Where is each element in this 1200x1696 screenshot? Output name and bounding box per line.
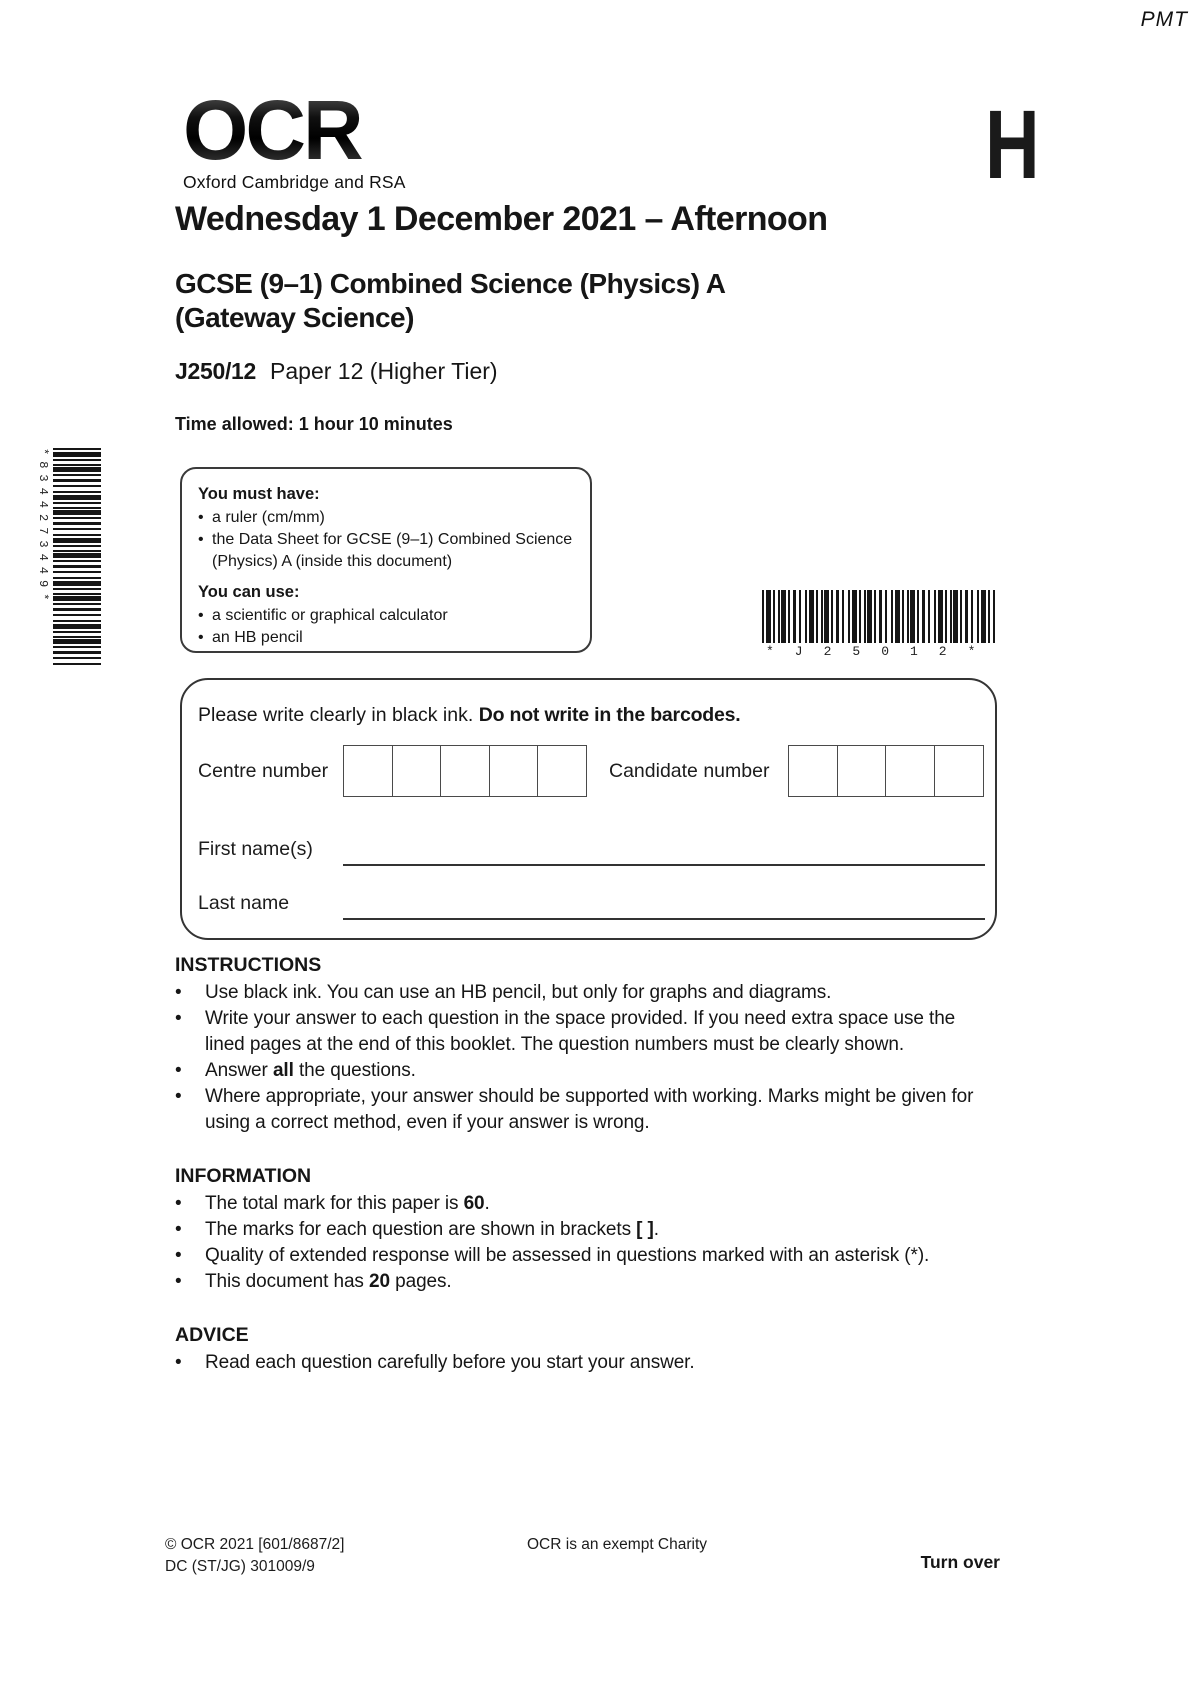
qualification-title-line2: (Gateway Science) — [175, 302, 414, 333]
must-have-item: • the Data Sheet for GCSE (9–1) Combined Science (Physics) A (inside this document) — [198, 529, 574, 573]
left-barcode-caption: *8344273449* — [36, 448, 50, 607]
centre-number-cell[interactable] — [537, 745, 587, 797]
copyright-line: © OCR 2021 [601/8687/2] — [165, 1536, 345, 1553]
can-use-item: • an HB pencil — [198, 627, 574, 649]
instruction-item: • Use black ink. You can use an HB pencil, but only for graphs and diagrams. — [175, 980, 983, 1006]
centre-number-cell[interactable] — [489, 745, 539, 797]
ink-instruction — [198, 704, 741, 727]
turn-over-label: Turn over — [920, 1552, 1000, 1572]
ink-instruction-normal: Please write clearly in black ink. — [198, 704, 479, 726]
ocr-logo-tagline: Oxford Cambridge and RSA — [183, 172, 406, 192]
charity-note: OCR is an exempt Charity — [527, 1536, 708, 1553]
centre-number-cell[interactable] — [343, 745, 393, 797]
higher-tier-badge: H — [985, 90, 1040, 199]
candidate-number-cells — [788, 745, 984, 797]
first-name-field[interactable] — [343, 864, 985, 866]
right-barcode-icon — [762, 590, 995, 643]
must-have-title: You must have: — [198, 485, 320, 503]
advice-title: ADVICE — [175, 1324, 249, 1346]
can-use-item: • a scientific or graphical calculator — [198, 605, 574, 627]
exam-date-title: Wednesday 1 December 2021 – Afternoon — [175, 200, 828, 238]
equipment-box — [180, 467, 592, 653]
centre-number-cell[interactable] — [392, 745, 442, 797]
right-barcode-caption: *J25012* — [766, 644, 997, 659]
centre-number-cell[interactable] — [440, 745, 490, 797]
right-barcode — [762, 590, 995, 659]
candidate-details-box — [180, 678, 997, 940]
instruction-item: • Write your answer to each question in the space provided. If you need extra space use the lined pages at the end of this booklet. The question numbers must be clearly shown. — [175, 1006, 983, 1058]
must-have-item: • a ruler (cm/mm) — [198, 507, 574, 529]
last-name-field[interactable] — [343, 918, 985, 920]
candidate-number-label: Candidate number — [609, 760, 770, 782]
instruction-item: • Where appropriate, your answer should be supported with working. Marks might be given for using a correct method, even if your answer is wrong. — [175, 1084, 983, 1136]
paper-name: Paper 12 (Higher Tier) — [270, 358, 498, 384]
qualification-title-line1: GCSE (9–1) Combined Science (Physics) A — [175, 268, 726, 299]
rubric-sections — [175, 952, 983, 1376]
candidate-number-cell[interactable] — [885, 745, 935, 797]
candidate-number-cell[interactable] — [788, 745, 838, 797]
can-use-title: You can use: — [198, 583, 300, 601]
last-name-label: Last name — [198, 892, 290, 914]
dc-code-line: DC (ST/JG) 301009/9 — [165, 1558, 315, 1575]
information-item: • This document has 20 pages. — [175, 1269, 983, 1295]
candidate-number-cell[interactable] — [934, 745, 984, 797]
advice-section — [175, 1322, 983, 1376]
ocr-logo — [183, 83, 406, 192]
information-title: INFORMATION — [175, 1165, 312, 1187]
advice-item: • Read each question carefully before you start your answer. — [175, 1350, 983, 1376]
time-allowed-label: Time allowed: 1 hour 10 minutes — [175, 414, 453, 434]
instructions-section — [175, 952, 983, 1136]
instruction-item: • Answer all the questions. — [175, 1058, 983, 1084]
footer-left — [165, 1534, 344, 1578]
pmt-corner-note: PMT — [1140, 8, 1188, 31]
first-name-label: First name(s) — [198, 838, 313, 860]
centre-number-label: Centre number — [198, 760, 329, 782]
ocr-logo-text: OCR — [183, 88, 406, 172]
information-item: • Quality of extended response will be assessed in questions marked with an asterisk (*). — [175, 1243, 983, 1269]
instructions-title: INSTRUCTIONS — [175, 954, 322, 976]
information-item: • The total mark for this paper is 60. — [175, 1191, 983, 1217]
information-item: • The marks for each question are shown in brackets [ ]. — [175, 1217, 983, 1243]
information-section — [175, 1163, 983, 1295]
ink-instruction-bold: Do not write in the barcodes. — [478, 704, 741, 726]
left-barcode-icon — [53, 448, 101, 665]
candidate-number-cell[interactable] — [837, 745, 887, 797]
paper-code-line — [175, 358, 498, 385]
centre-number-cells — [343, 745, 587, 797]
paper-code: J250/12 — [175, 358, 257, 384]
